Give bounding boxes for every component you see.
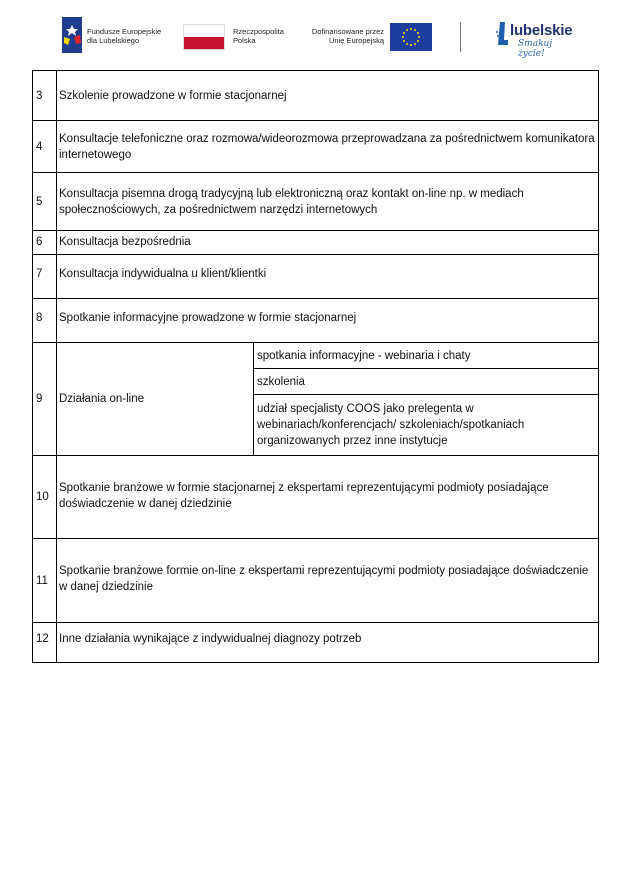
table-row bbox=[33, 299, 599, 343]
row-text: Konsultacja pisemna drogą tradycyjną lub elektroniczną oraz kontakt on-line np. w mediach społecznościowych, za pośrednictwem narzędzi internetowych bbox=[57, 173, 599, 231]
eu-logo-text bbox=[302, 27, 384, 45]
row-text: Konsultacja indywidualna u klient/klientki bbox=[57, 255, 599, 299]
table-row bbox=[33, 343, 599, 369]
fe-line1: Fundusze Europejskie bbox=[87, 27, 162, 36]
lubelskie-logo bbox=[488, 20, 580, 59]
fe-line2: dla Lubelskiego bbox=[87, 36, 140, 45]
eu-line2: Unię Europejską bbox=[328, 36, 384, 45]
fundusze-europejskie-logo-icon bbox=[62, 17, 82, 53]
polish-flag-icon bbox=[183, 24, 225, 50]
row-number: 12 bbox=[33, 623, 57, 663]
row-number: 10 bbox=[33, 456, 57, 539]
eu-flag-icon bbox=[390, 23, 432, 51]
row-number: 6 bbox=[33, 231, 57, 255]
row-text: Konsultacje telefoniczne oraz rozmowa/wideorozmowa przeprowadzana za pośrednictwem komunikatora internetowego bbox=[57, 121, 599, 173]
row-number: 11 bbox=[33, 539, 57, 623]
fe-logo-text bbox=[87, 27, 161, 45]
row-text: Konsultacja bezpośrednia bbox=[57, 231, 599, 255]
pl-line1: Rzeczpospolita bbox=[233, 27, 284, 36]
row-text: Działania on-line bbox=[57, 343, 254, 456]
row-number: 4 bbox=[33, 121, 57, 173]
table-row bbox=[33, 456, 599, 539]
table-row bbox=[33, 539, 599, 623]
table-row bbox=[33, 231, 599, 255]
pl-logo-text bbox=[233, 27, 284, 45]
row-number: 9 bbox=[33, 343, 57, 456]
row-number: 3 bbox=[33, 71, 57, 121]
page-header-logos bbox=[0, 0, 625, 62]
table-row bbox=[33, 255, 599, 299]
activities-table bbox=[32, 70, 599, 663]
row-text: Inne działania wynikające z indywidualnej diagnozy potrzeb bbox=[57, 623, 599, 663]
row-text: Spotkanie informacyjne prowadzone w formie stacjonarnej bbox=[57, 299, 599, 343]
table-row bbox=[33, 71, 599, 121]
sub-activity: spotkania informacyjne - webinaria i chaty bbox=[254, 343, 599, 369]
table-row bbox=[33, 623, 599, 663]
pl-line2: Polska bbox=[233, 36, 256, 45]
row-number: 7 bbox=[33, 255, 57, 299]
logo-divider bbox=[460, 22, 461, 52]
table-row bbox=[33, 121, 599, 173]
row-text: Szkolenie prowadzone w formie stacjonarnej bbox=[57, 71, 599, 121]
lubelskie-l-icon bbox=[496, 22, 508, 46]
lubelskie-wordmark: lubelskie bbox=[510, 22, 573, 39]
row-number: 8 bbox=[33, 299, 57, 343]
table-row bbox=[33, 173, 599, 231]
sub-activity: szkolenia bbox=[254, 369, 599, 395]
row-text: Spotkanie branżowe formie on-line z ekspertami reprezentującymi podmioty posiadające doświadczenie w danej dziedzinie bbox=[57, 539, 599, 623]
sub-activity: udział specjalisty COOS jako prelegenta w webinariach/konferencjach/ szkoleniach/spotkaniach organizowanych przez inne instytucje bbox=[254, 395, 599, 456]
eu-line1: Dofinansowane przez bbox=[311, 27, 384, 36]
row-number: 5 bbox=[33, 173, 57, 231]
lubelskie-tagline: Smakuj życie! bbox=[518, 39, 553, 59]
row-text: Spotkanie branżowe w formie stacjonarnej z ekspertami reprezentującymi podmioty posiadające doświadczenie w danej dziedzinie bbox=[57, 456, 599, 539]
